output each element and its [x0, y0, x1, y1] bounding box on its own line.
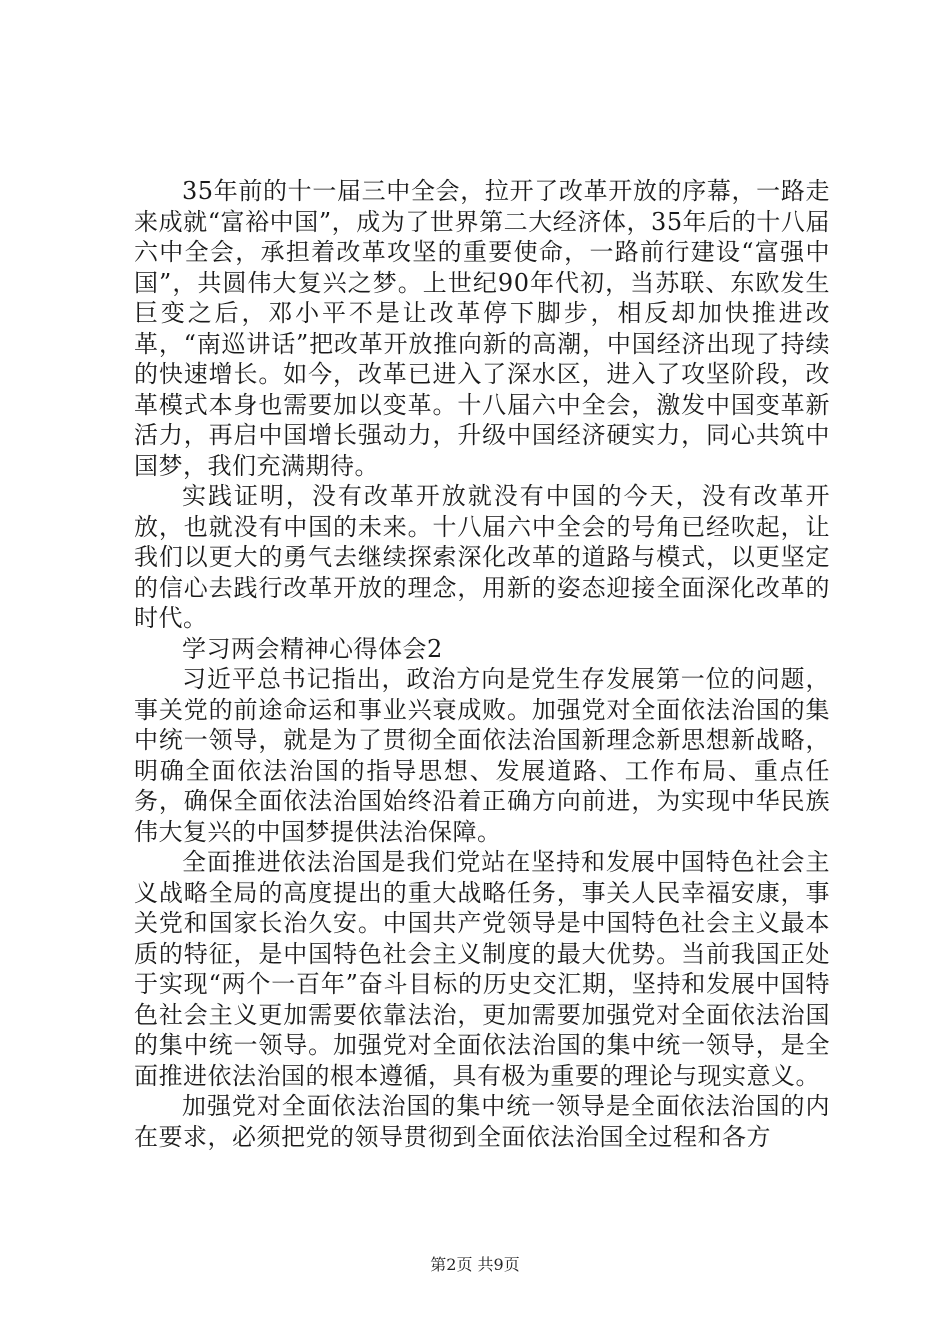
section-paragraph-3: 加强党对全面依法治国的集中统一领导是全面依法治国的内在要求，必须把党的领导贯彻到全面依法治国全过程和各方 [134, 1092, 830, 1151]
paragraph-1: 35年前的十一届三中全会，拉开了改革开放的序幕，一路走来成就“富裕中国”，成为了世界第二大经济体，35年后的十八届六中全会，承担着改革攻坚的重要使命，一路前行建设“富强中国”，共圆伟大复兴之梦。上世纪90年代初，当苏联、东欧发生巨变之后，邓小平不是让改革停下脚步，相反却加快推进改革，“南巡讲话”把改革开放推向新的高潮，中国经济出现了持续的快速增长。如今，改革已进入了深水区，进入了攻坚阶段，改革模式本身也需要加以变革。十八届六中全会，激发中国变革新活力，再启中国增长强动力，升级中国经济硬实力，同心共筑中国梦，我们充满期待。 [134, 177, 830, 480]
page-number-footer: 第2页 共9页 [430, 1255, 520, 1274]
section-paragraph-2: 全面推进依法治国是我们党站在坚持和发展中国特色社会主义战略全局的高度提出的重大战略任务，事关人民幸福安康，事关党和国家长治久安。中国共产党领导是中国特色社会主义最本质的特征，是中国特色社会主义制度的最大优势。当前我国正处于实现“两个一百年”奋斗目标的历史交汇期，坚持和发展中国特色社会主义更加需要依靠法治，更加需要加强党对全面依法治国的集中统一领导。加强党对全面依法治国的集中统一领导，是全面推进依法治国的根本遵循，具有极为重要的理论与现实意义。 [134, 848, 830, 1090]
section-paragraph-1: 习近平总书记指出，政治方向是党生存发展第一位的问题，事关党的前途命运和事业兴衰成败。加强党对全面依法治国的集中统一领导，就是为了贯彻全面依法治国新理念新思想新战略，明确全面依法治国的指导思想、发展道路、工作布局、重点任务，确保全面依法治国始终沿着正确方向前进，为实现中华民族伟大复兴的中国梦提供法治保障。 [134, 665, 830, 846]
section-heading: 学习两会精神心得体会2 [182, 634, 443, 663]
document-body [134, 176, 830, 1152]
paragraph-2: 实践证明，没有改革开放就没有中国的今天，没有改革开放，也就没有中国的未来。十八届六中全会的号角已经吹起，让我们以更大的勇气去继续探索深化改革的道路与模式，以更坚定的信心去践行改革开放的理念，用新的姿态迎接全面深化改革的时代。 [134, 482, 830, 632]
